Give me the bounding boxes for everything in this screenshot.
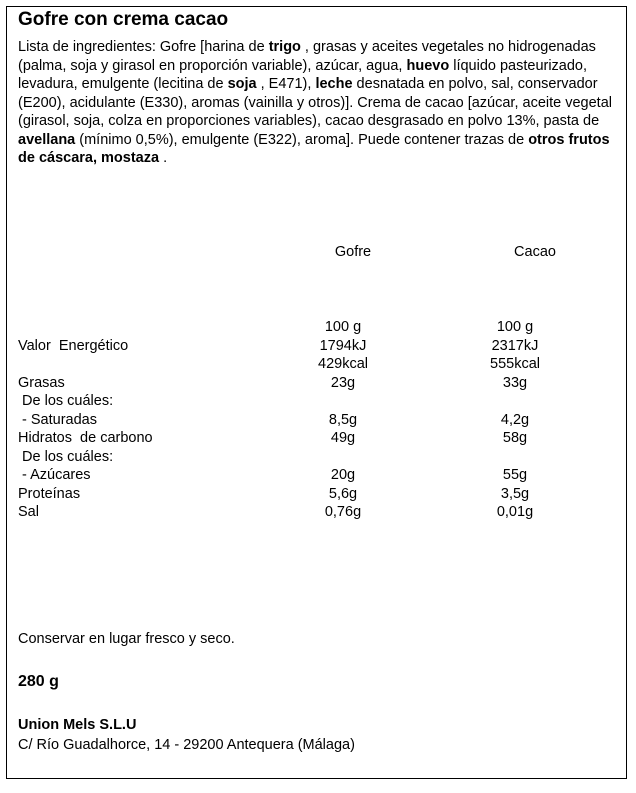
ingredient-text: , E471), (256, 76, 316, 92)
cacao-value: 2317kJ (491, 337, 539, 354)
allergen-text: trigo (268, 39, 301, 55)
storage-instructions: Conservar en lugar fresco y seco. (18, 631, 235, 647)
ingredient-text: (mínimo 0,5%), emulgente (E322), aroma]. Puede contener trazas de (75, 131, 529, 148)
company-name: Union Mels S.L.U (18, 717, 137, 733)
gofre-value: 8,5g (328, 411, 358, 428)
nutrient-label: Proteínas (18, 485, 81, 502)
gofre-value: 5,6g (328, 485, 358, 502)
allergen-text: avellana (18, 131, 76, 148)
nutrient-label: Valor Energético (18, 337, 129, 354)
gofre-value: 100 g (324, 319, 362, 335)
cacao-value: 555kcal (490, 356, 540, 372)
ingredient-text: Lista de ingredientes: Gofre [harina de (18, 39, 269, 55)
cacao-value: 3,5g (500, 485, 530, 502)
cacao-value: 55g (502, 467, 528, 483)
ingredient-text: líquido pasteurizado, levadura, emulgente (lecitina de (18, 57, 588, 92)
cacao-value: 0,01g (496, 504, 534, 520)
nutrient-label: De los cuáles: (18, 448, 114, 465)
nutrient-label: Sal (18, 504, 39, 520)
nutrient-label: Grasas (18, 374, 65, 391)
gofre-value: 20g (330, 467, 356, 483)
gofre-value: 0,76g (324, 504, 362, 520)
allergen-text: huevo (406, 57, 450, 74)
allergen-text: leche (315, 76, 353, 92)
column-header-gofre: Gofre (334, 244, 372, 260)
nutrient-label: De los cuáles: (18, 393, 114, 409)
gofre-value: 429kcal (318, 356, 368, 372)
gofre-value: 1794kJ (319, 337, 367, 354)
ingredients-list (18, 38, 618, 168)
nutrient-label: - Azúcares (18, 467, 91, 483)
allergen-text: soja (227, 76, 257, 92)
ingredient-text: , grasas y aceites vegetales no hidrogenadas (palma, soja y girasol en proporción variable), azúcar, agua, (18, 39, 596, 74)
cacao-value: 58g (502, 430, 528, 446)
net-weight: 280 g (18, 673, 59, 690)
allergen-text: otros frutos de cáscara, mostaza (18, 131, 610, 166)
cacao-value: 33g (502, 374, 528, 391)
nutrient-label: - Saturadas (18, 411, 97, 428)
product-title: Gofre con crema cacao (18, 9, 229, 30)
ingredient-text: desnatada en polvo, sal, conservador (E200), acidulante (E330), aromas (vainilla y otros)]. Crema de cacao [azúcar, aceite vegetal (girasol, soja, colza en proporciones variables), cacao desgrasado en polvo 13%, pasta de (18, 76, 612, 129)
company-address: C/ Río Guadalhorce, 14 - 29200 Antequera (Málaga) (18, 737, 355, 753)
column-header-cacao: Cacao (514, 244, 556, 260)
nutrient-label: Hidratos de carbono (18, 430, 153, 446)
cacao-value: 4,2g (500, 411, 530, 428)
gofre-value: 49g (330, 430, 356, 446)
gofre-value: 23g (330, 374, 356, 391)
cacao-value: 100 g (496, 319, 534, 335)
ingredient-text: . (159, 150, 168, 166)
